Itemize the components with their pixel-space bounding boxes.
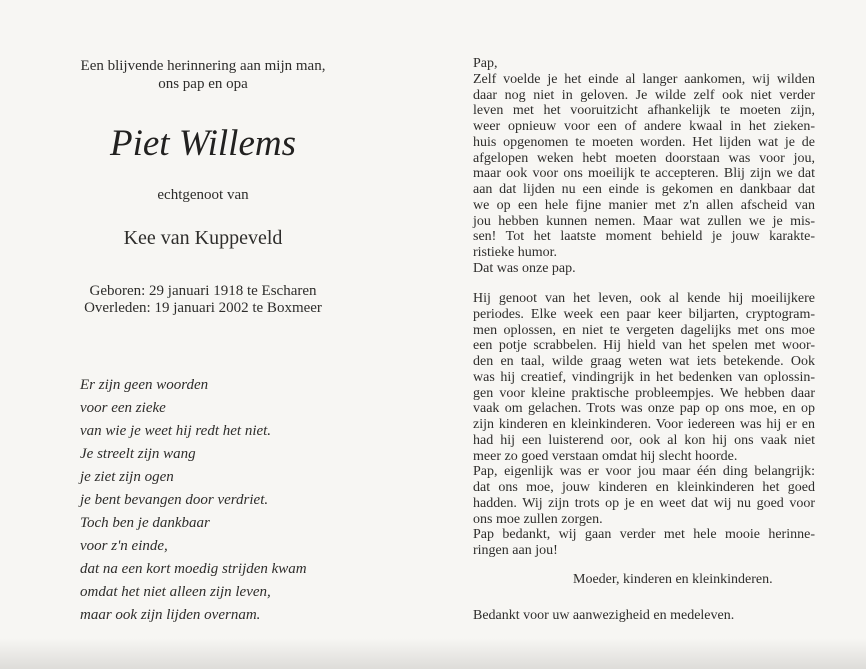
poem (80, 374, 380, 627)
birth-date: Geboren: 29 januari 1918 te Escharen (89, 283, 317, 299)
letter-line: ringen aan jou! (473, 543, 558, 558)
deceased-name: Piet Willems (110, 123, 296, 164)
letter-paragraph-1 (473, 56, 815, 277)
family-signature: Moeder, kinderen en kleinkinderen. (573, 572, 773, 587)
poem-line: maar ook zijn lijden overnam. (80, 607, 261, 623)
poem-line: Er zijn geen woorden (80, 377, 209, 393)
thanks-note: Bedankt voor uw aanwezigheid en medeleven. (473, 608, 735, 623)
poem-line: Je streelt zijn wang (80, 446, 196, 462)
letter-line: Pap bedankt, wij gaan verder met hele mooie herinne- (473, 527, 815, 543)
letter-line: den en taal, wilde graag weten wat iets betekende. Ook (473, 354, 815, 369)
letter-line: meer zo goed verstaan omdat hij slecht hoorde. (473, 448, 738, 464)
letter-line: jou hebben kunnen nemen. Maar wat zullen we je mis- (473, 213, 815, 229)
poem-line: voor z'n einde, (80, 538, 168, 554)
letter-line: weer opnieuw voor een of andere kwaal in het zieken- (473, 119, 815, 134)
poem-line: Toch ben je dankbaar (80, 515, 210, 531)
letter-line: ristieke humor. (473, 245, 557, 260)
letter-line: Zelf voelde je het einde al langer aankomen, wij wilden (473, 71, 815, 87)
life-dates (0, 283, 406, 317)
dedication-line: Een blijvende herinnering aan mijn man, (80, 58, 326, 74)
letter-line: Pap, eigenlijk was er voor jou maar één ding belangrijk: (473, 464, 815, 480)
letter-line: een potje scrabbelen. Hij hield van het spelen met woor- (473, 338, 815, 354)
letter-line: vaak om gelachen. Trots was onze pap op ons moe, en op (473, 401, 815, 417)
letter-line: gen voor kleine praktische probleempjes. We hebben daar (473, 385, 815, 401)
letter-line: leven met het vooruitzicht afhankelijk te moeten zijn, (473, 103, 815, 119)
spouse-name: Kee van Kuppeveld (123, 227, 283, 249)
poem-line: dat na een kort moedig strijden kwam (80, 561, 307, 577)
letter-line: dat ons moe, jouw kinderen en kleinkinderen het goed (473, 480, 815, 495)
death-date: Overleden: 19 januari 2002 te Boxmeer (84, 300, 322, 316)
letter-line: was hij creatief, vindingrijk in het bedenken van oplossin- (473, 369, 815, 385)
poem-line: van wie je weet hij redt het niet. (80, 423, 272, 439)
letter-line: Pap, (473, 56, 498, 71)
dedication (0, 57, 406, 93)
letter-line: daar nog niet in geloven. Je wilde zelf ook niet verder (473, 87, 815, 103)
letter-line: periodes. Elke week een paar keer biljarten, cryptogram- (473, 306, 815, 322)
letter-line: had hij een luisterend oor, ook al kon hij ons vaak niet (473, 432, 815, 448)
poem-line: voor een zieke (80, 400, 166, 416)
poem-line: omdat het niet alleen zijn leven, (80, 584, 271, 600)
letter-line: afgelopen weken hebt moeten doorstaan was voor jou, (473, 150, 815, 166)
letter-line: Dat was onze pap. (473, 260, 576, 276)
letter-line: zijn kinderen en kleinkinderen. Voor iedereen was hij er en (473, 417, 815, 432)
poem-line: je bent bevangen door verdriet. (80, 492, 269, 508)
letter-line: men oplossen, en niet te vergeten dagelijks met ons moe (473, 322, 815, 338)
letter-line: maar ook voor ons moeilijk te accepteren. Blij zijn we dat (473, 166, 815, 182)
left-panel (0, 0, 406, 669)
letter-line: hadden. Wij zijn trots op je en weet dat wij nu goed voor (473, 495, 815, 511)
poem-line: je ziet zijn ogen (80, 469, 174, 485)
letter-line: Hij genoot van het leven, ook al kende hij moeilijkere (473, 291, 815, 306)
letter-paragraph-2 (473, 291, 815, 559)
letter-line: huis opgenomen te moeten worden. Het lijden wat je de (473, 134, 815, 150)
letter-line: ons moe zullen zorgen. (473, 511, 603, 527)
letter-line: aan dat lijden nu een einde is gekomen en dankbaar dat (473, 182, 815, 197)
dedication-line: ons pap en opa (158, 76, 248, 92)
letter-line: we op een hele fijne manier met z'n allen afscheid van (473, 197, 815, 213)
spouse-intro: echtgenoot van (157, 187, 249, 203)
letter-line: sen! Tot het laatste moment behield je jouw karakte- (473, 229, 815, 245)
